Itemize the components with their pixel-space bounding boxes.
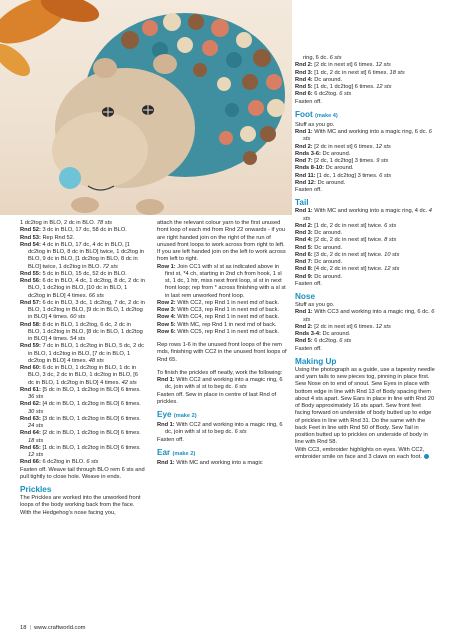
row-text: With MC and working into a magic xyxy=(174,459,263,466)
stitch-count: 48 sts xyxy=(88,357,104,364)
pattern-row xyxy=(295,62,435,69)
stitch-count: 72 sts xyxy=(102,263,118,270)
pattern-row xyxy=(295,302,435,309)
stitch-count: 9 sts xyxy=(376,158,389,164)
row-label: Rnd 66: xyxy=(20,459,41,466)
stitch-count: 12 sts xyxy=(375,62,391,69)
row-label: Rnd 1: xyxy=(157,459,175,466)
pattern-row xyxy=(157,437,288,444)
pattern-row xyxy=(157,264,288,300)
ear-shape xyxy=(153,54,177,74)
end-mark-icon xyxy=(424,454,429,459)
row-label: Rnd 60: xyxy=(20,365,41,371)
stitch-count: 6 sts xyxy=(234,384,247,391)
pattern-row xyxy=(20,401,145,416)
row-text: [5 dc in BLO, 1 dc2tog in BLO] 6 times. xyxy=(40,386,141,393)
row-label: Rnd 2: xyxy=(295,143,313,150)
pattern-row xyxy=(20,467,145,482)
row-text: ring, 6 dc. xyxy=(303,55,330,61)
making-up-text-2: With CC3, embroider highlights on eyes. With CC2, embroider smile on face and 3 claws on each foot. xyxy=(295,447,435,462)
stitch-count: 78 sts xyxy=(96,220,113,226)
row-text: Fasten off. Weave tail through BLO rem 6 sts and pull tightly to close hole. Weave in ends. xyxy=(20,466,145,480)
section-heading-nose: Nose xyxy=(295,292,316,301)
stitch-count: 18 sts xyxy=(389,69,405,76)
pattern-row xyxy=(157,314,288,321)
stitch-count: 6 sts xyxy=(384,222,397,229)
row-label: Rnds 3-4: xyxy=(295,331,321,337)
row-label: Row 2: xyxy=(157,299,176,306)
row-label: Row 5: xyxy=(157,321,176,328)
stitch-count: 24 sts xyxy=(28,423,44,429)
row-text: 1 dc2tog in BLO, 2 dc in BLO. xyxy=(20,220,97,226)
row-label: Row 4: xyxy=(157,314,176,321)
row-label: Rnd 11: xyxy=(295,172,316,179)
row-label: Rnd 3: xyxy=(295,69,313,76)
page-footer: 18 | www.craftworld.com xyxy=(20,625,86,631)
row-label: Rnd 1: xyxy=(295,309,313,316)
row-text: With CC5, rep Rnd 1 in next md of back. xyxy=(175,328,280,335)
row-text: 6 dc2tog in BLO. xyxy=(40,459,87,466)
pattern-row xyxy=(295,144,435,151)
pattern-row xyxy=(20,416,145,431)
stitch-count: 6 sts xyxy=(303,309,435,323)
row-label: Rnd 62: xyxy=(20,401,41,408)
ear-rows-continued xyxy=(295,55,435,106)
row-label: Rnd 8: xyxy=(295,266,313,273)
pattern-row xyxy=(295,84,435,91)
row-label: Rnd 4: xyxy=(295,237,313,244)
pattern-row xyxy=(157,300,288,307)
section-heading-ear: Ear (make 2) xyxy=(157,447,196,457)
leaf-shape xyxy=(0,38,35,82)
prickles-finish-rows xyxy=(157,377,288,406)
pattern-row xyxy=(295,99,435,106)
row-text: [1 dc, 2 dc in next st] 6 times. xyxy=(312,69,390,76)
row-label: Rnd 5: xyxy=(295,84,313,90)
stitch-count: 10 sts xyxy=(384,251,400,258)
stitch-count: 18 sts xyxy=(28,437,44,444)
row-text: With CC3, rep Rnd 1 in next md of back. xyxy=(175,307,280,313)
row-text: [4 dc, 2 dc in next st] twice. xyxy=(312,266,385,273)
row-label: Rnd 1: xyxy=(157,422,175,428)
nose-shape xyxy=(59,167,81,189)
row-label: Rnd 1: xyxy=(157,377,175,383)
eye-shape xyxy=(102,107,114,117)
pattern-row xyxy=(295,230,435,237)
stitch-count: 6 sts xyxy=(339,338,352,345)
pattern-row xyxy=(20,459,145,466)
stitch-count: 12 sts xyxy=(376,84,392,90)
row-label: Rnd 3: xyxy=(295,230,313,236)
row-label: Rnd 56: xyxy=(20,278,41,284)
row-text: [3 dc, 2 dc in next st] twice. xyxy=(312,251,385,258)
row-label: Rnd 4: xyxy=(295,76,313,83)
pattern-row xyxy=(20,220,145,227)
row-text: [2 dc in BLO, 1 dc2tog in BLO] 6 times. xyxy=(40,430,141,437)
row-text: Stuff as you go. xyxy=(295,302,335,308)
row-text: 6 dc in BLO, 4 dc, 1 dc2tog, 8 dc, 2 dc in BLO, 1 dc2tog in BLO, [10 dc in BLO, 1 dc2tog in BLO] 4 times. xyxy=(28,278,145,299)
section-heading-prickles: Prickles xyxy=(20,485,52,494)
stitch-count: 6 sts xyxy=(303,129,432,143)
pattern-row xyxy=(20,430,145,445)
pattern-row xyxy=(295,165,435,172)
row-text: [2 dc in next st] 6 times. xyxy=(312,323,376,330)
pattern-row xyxy=(295,223,435,230)
pattern-row xyxy=(295,252,435,259)
row-text: Dc around. xyxy=(312,230,343,236)
pattern-row xyxy=(20,300,145,322)
row-text: [2 dc in next st] 6 times. xyxy=(312,62,376,69)
row-label: Rnd 7: xyxy=(295,259,313,265)
row-label: Rnd 5: xyxy=(295,244,313,251)
prickle-rows xyxy=(157,264,288,337)
footer-website: www.craftworld.com xyxy=(33,625,86,631)
row-text: Fasten off. xyxy=(295,187,322,193)
pattern-row xyxy=(157,307,288,314)
row-label: Rnd 2: xyxy=(295,222,313,229)
pattern-row xyxy=(20,242,145,271)
row-text: With MC, rep Rnd 1 in next md of back. xyxy=(175,321,277,328)
pattern-row xyxy=(20,271,145,278)
row-label: Rnd 6: xyxy=(295,251,313,258)
row-text: 4 dc in BLO, 17 dc, 4 dc in BLO, [1 dc2tog in BLO, 8 dc in BLO] twice, 1 dc2tog in BLO, 9 dc in BLO, [1 dc2tog in BLO, 8 dc in BLO] twice, 1 dc2tog in BLO. xyxy=(28,241,145,270)
stitch-count: 8 sts xyxy=(384,237,397,244)
row-text: 6 dc2tog. xyxy=(312,91,340,98)
pattern-row xyxy=(20,365,145,387)
making-up-text: Using the photograph as a guide, use a tapestry needle and yarn tails to sew pieces tog, pinning in place first. Sew Nose on to end of snout. Sew Eyes in place with bottom edge in line with Rnd 13 of Body spacing them about 4 sts apart. Sew Ears in place in line with Rnd 20 of Body approximately 16 sts apart. Sew front feet facing forward on underside of body butted up to edge of prickles in line with Rnd 31. Do the same with the back Feet in line with Rnd 50 of Body. Sew Tail in position butted up to prickles on underside of body in line with Rnd 58. xyxy=(295,366,435,446)
pattern-row xyxy=(157,422,288,437)
row-text: [4 dc in BLO, 1 dc2tog in BLO] 6 times. xyxy=(40,401,141,408)
pattern-row xyxy=(295,324,435,331)
pattern-row xyxy=(295,129,435,144)
pattern-row xyxy=(295,338,435,345)
row-text: 6 dc in BLO, 3 dc, 1 dc2tog, 7 dc, 2 dc in BLO, 1 dc2tog in BLO, [9 dc in BLO, 1 dc2tog in BLO] 4 times. xyxy=(28,299,145,321)
row-text: Dc around. xyxy=(315,179,346,186)
row-text: With CC2 and working into a magic ring, 6 dc, join with sl st to beg dc. xyxy=(165,377,283,391)
stitch-count: 30 sts xyxy=(28,408,44,415)
section-heading-eye: Eye (make 2) xyxy=(157,410,197,419)
row-text: Fasten off. xyxy=(295,345,322,352)
row-text: Rep Rnd 52. xyxy=(40,234,75,241)
row-label: Rnd 9: xyxy=(295,273,313,280)
row-text: With CC2 and working into a magic ring, 6 dc, join with sl st to beg dc. xyxy=(165,422,283,436)
row-label: Rnd 54: xyxy=(20,241,41,248)
pattern-row xyxy=(295,259,435,266)
pattern-row xyxy=(20,445,145,460)
page-number: 18 xyxy=(20,625,27,631)
row-text: Dc around. xyxy=(320,150,351,157)
pattern-row xyxy=(295,158,435,165)
eye-rows xyxy=(157,422,288,444)
row-text: 6 dc2tog. xyxy=(312,338,340,345)
eye-shape xyxy=(142,105,154,115)
stitch-count: 66 sts xyxy=(88,292,104,299)
stitch-count: 60 sts xyxy=(70,314,86,321)
stitch-count: 6 sts xyxy=(379,172,392,179)
row-label: Row 6: xyxy=(157,328,176,335)
pattern-row xyxy=(295,173,435,180)
pattern-row xyxy=(295,91,435,98)
stitch-count: 36 sts xyxy=(28,394,44,400)
row-label: Row 1: xyxy=(157,263,176,270)
section-heading-making-up: Making Up xyxy=(295,356,337,366)
left-column xyxy=(20,220,145,517)
row-text: 7 dc in BLO, 1 dc2tog in BLO, 5 dc, 2 dc in BLO, 1 dc2tog in BLO, [7 dc in BLO, 1 dc2tog in BLO] 4 times. xyxy=(28,343,144,364)
row-text: [1 dc, 1 dc2tog] 6 times. xyxy=(312,84,377,90)
stitch-count: 6 sts xyxy=(234,429,247,436)
pattern-row xyxy=(295,70,435,77)
row-label: Rnd 2: xyxy=(295,323,313,330)
pattern-row xyxy=(295,122,435,129)
middle-column xyxy=(157,220,288,467)
pattern-row xyxy=(295,281,435,288)
row-text: Stuff as you go. xyxy=(295,121,335,128)
row-text: [2 dc, 2 dc in next st] twice. xyxy=(312,237,385,244)
row-label: Rnds 8-10: xyxy=(295,165,325,172)
pattern-row xyxy=(20,278,145,300)
foot-rows xyxy=(295,122,435,195)
stitch-count: 6 sts xyxy=(339,91,352,98)
row-text: With CC3 and working into a magic ring, 6 dc. xyxy=(312,309,432,316)
row-label: Rnd 63: xyxy=(20,415,41,422)
row-text: With MC and working into a magic ring, 4 dc. xyxy=(312,208,429,215)
row-text: [2 dc in next st] 6 times. xyxy=(312,143,376,150)
stitch-count: 12 sts xyxy=(375,143,391,150)
row-label: Rnds 3-6: xyxy=(295,150,321,157)
stitch-count: 4 sts xyxy=(303,208,432,222)
row-text: 8 dc in BLO, 1 dc2tog, 6 dc, 2 dc in BLO, 1 dc2tog in BLO, [8 dc in BLO, 1 dc2tog in BLO] 4 times. xyxy=(28,321,143,342)
row-text: [1 dc, 1 dc2tog] 3 times. xyxy=(315,172,380,179)
stitch-count: 12 sts xyxy=(375,323,391,330)
pattern-row xyxy=(157,377,288,392)
ear-rows xyxy=(157,460,288,467)
pattern-row xyxy=(157,460,288,467)
tail-rows xyxy=(295,208,435,288)
row-text: [1 dc, 2 dc in next st] twice. xyxy=(312,222,385,229)
pattern-row xyxy=(295,245,435,252)
row-label: Row 3: xyxy=(157,307,176,313)
pattern-row xyxy=(295,180,435,187)
row-label: Rnd 7: xyxy=(295,158,313,164)
row-text: Join CC1 with sl st as indicated above in first st, *4 ch, starting in 2nd ch from hook, 1 sl st, 1 dc, 1 htr, miss next front loop, sl st in next front loop; rep from * across finishing with a sl st in last rem unworked front loop. xyxy=(165,263,286,299)
row-text: Fasten off. xyxy=(157,436,184,443)
row-text: Fasten off. xyxy=(295,280,322,287)
row-text: Dc around. xyxy=(312,76,343,83)
pattern-row xyxy=(295,77,435,84)
row-label: Rnd 61: xyxy=(20,386,41,393)
row-label: Rnd 5: xyxy=(295,338,313,345)
row-label: Rnd 55: xyxy=(20,270,41,277)
pattern-row xyxy=(295,208,435,223)
pattern-row xyxy=(295,309,435,324)
row-text: 6 dc in BLO, 1 dc2tog in BLO, 1 dc in BLO, 3 dc, 2 dc in BLO, 1 dc2tog in BLO, [6 dc in BLO, 1 dc2tog in BLO] 4 times. xyxy=(28,365,139,386)
stitch-count: 6 sts xyxy=(329,55,342,61)
pattern-row xyxy=(295,151,435,158)
row-text: With CC2, rep Rnd 1 in next md of back. xyxy=(175,299,280,306)
row-label: Rnd 65: xyxy=(20,444,41,451)
foot-shape xyxy=(136,199,164,215)
row-text: 3 dc in BLO, 17 dc, 58 dc in BLO. xyxy=(40,227,127,234)
row-text: Fasten off. Sew in place in centre of last Rnd of prickles. xyxy=(157,391,277,405)
pattern-row xyxy=(20,235,145,242)
pattern-row xyxy=(295,346,435,353)
row-label: Rnd 12: xyxy=(295,179,316,186)
right-column xyxy=(295,55,435,461)
pattern-row xyxy=(20,387,145,402)
row-text: [2 dc, 1 dc2tog] 3 times. xyxy=(312,158,377,164)
row-label: Rnd 6: xyxy=(295,91,313,98)
pattern-row xyxy=(295,274,435,281)
pattern-row xyxy=(157,329,288,336)
pattern-row xyxy=(295,331,435,338)
hedgehog-illustration xyxy=(0,0,292,215)
row-label: Rnd 1: xyxy=(295,208,313,215)
row-text: Dc around. xyxy=(312,244,343,251)
section-heading-tail: Tail xyxy=(295,198,309,208)
row-text: 5 dc in BLO, 15 dc, 52 dc in BLO. xyxy=(40,270,127,277)
row-text: Fasten off. xyxy=(295,98,322,105)
pattern-row xyxy=(157,392,288,407)
ear-shape xyxy=(93,58,117,78)
row-text: Dc around. xyxy=(312,273,343,280)
stitch-count: 12 sts xyxy=(384,266,400,273)
row-label: Rnd 59: xyxy=(20,343,41,350)
row-text: [3 dc in BLO, 1 dc2tog in BLO] 6 times. xyxy=(40,415,141,422)
prickles-intro-continued: attach the relevant colour yarn to the first unused front loop of each md from Rnd 22 onwards - if you are right handed join on the right of the run of unused front loops to work across from right to left. If you are left handed join on the left to work across from left to right. xyxy=(157,220,286,263)
pattern-row xyxy=(295,55,435,62)
pattern-row xyxy=(20,227,145,234)
nose-rows xyxy=(295,302,435,353)
row-label: Rnd 64: xyxy=(20,430,41,437)
stitch-count: 54 sts xyxy=(70,336,86,342)
pattern-row xyxy=(295,237,435,244)
pattern-row xyxy=(20,343,145,365)
row-label: Rnd 52: xyxy=(20,227,41,234)
pattern-row xyxy=(20,322,145,344)
stitch-count: 42 sts xyxy=(121,379,137,386)
row-label: Rnd 53: xyxy=(20,234,41,241)
row-label: Rnd 58: xyxy=(20,321,41,328)
row-label: Rnd 2: xyxy=(295,62,313,69)
row-text: Dc around. xyxy=(324,165,354,172)
section-heading-foot: Foot (make 4) xyxy=(295,109,338,119)
prickles-intro: The Prickles are worked into the unworked front loops of the body working back from the face. With the Hedgehog’s nose facing you, xyxy=(20,495,141,516)
stitch-count: 12 sts xyxy=(28,452,44,458)
row-label: Rnd 1: xyxy=(295,129,313,135)
pattern-row xyxy=(295,187,435,194)
pattern-row xyxy=(295,266,435,273)
row-text: Dc around. xyxy=(320,331,351,337)
foot-shape xyxy=(71,197,99,213)
prickles-finish-text: To finish the prickles off neatly, work the following: xyxy=(157,369,283,376)
stitch-count: 6 sts xyxy=(86,459,99,466)
row-text: [1 dc in BLO, 1 dc2tog in BLO] 6 times. xyxy=(40,444,141,451)
hedgehog-photo xyxy=(0,0,292,215)
row-text: With MC and working into a magic ring, 6 dc. xyxy=(312,129,429,135)
pattern-row xyxy=(157,322,288,329)
row-label: Rnd 57: xyxy=(20,299,41,306)
row-text: Dc around. xyxy=(312,259,343,265)
row-text: With CC4, rep Rnd 1 in next md of back. xyxy=(175,314,280,321)
prickles-repeat-text: Rep rows 1-6 in the unused front loops of the rem mds, finishing with CC2 in the unused front loops of Rnd 65. xyxy=(157,342,287,363)
